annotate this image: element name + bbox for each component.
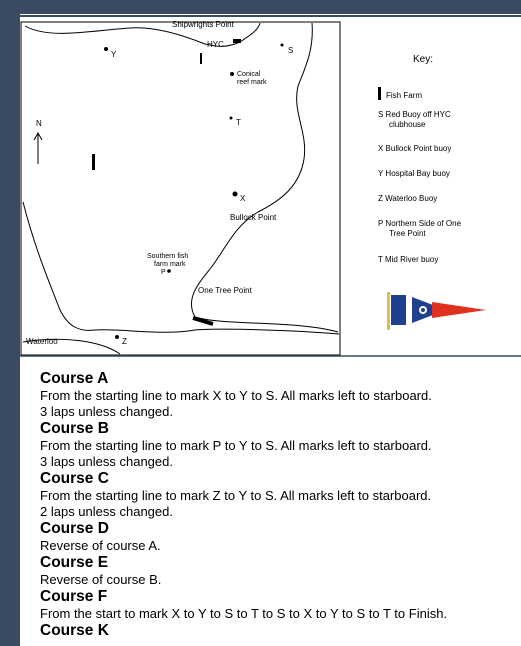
course-description: Reverse of course B. [40, 572, 162, 587]
mark-x-label: X [240, 194, 246, 203]
mark-t-dot [230, 117, 233, 120]
course-description: From the starting line to mark P to Y to S. All marks left to starboard. [40, 438, 432, 453]
mark-y-label: Y [111, 50, 117, 59]
course-block [40, 520, 520, 554]
key-fish-farm: Fish Farm [386, 91, 422, 100]
club-burgee-icon [387, 292, 486, 330]
north-label: N [36, 119, 42, 128]
course-map [20, 14, 521, 357]
page-sheet [20, 14, 521, 646]
label-southern-fish-farm: farm mark [154, 261, 186, 268]
map-frame [21, 22, 340, 355]
key-z: Z Waterloo Buoy [378, 194, 438, 203]
course-block [40, 554, 520, 588]
key-s: clubhouse [389, 120, 426, 129]
course-title: Course C [40, 470, 109, 487]
fish-farm-icon [200, 53, 202, 64]
course-description: 3 laps unless changed. [40, 404, 173, 419]
label-one-tree-point: One Tree Point [198, 286, 252, 295]
course-block [40, 370, 520, 420]
mark-z-label: Z [122, 337, 127, 346]
course-title: Course F [40, 588, 108, 605]
mark-y-dot [104, 47, 108, 51]
mark-p-dot [167, 269, 171, 273]
label-conical-reef: Conical [237, 71, 261, 78]
key-p: Tree Point [389, 229, 426, 238]
key-fish-farm-icon [378, 87, 381, 100]
mark-t-label: T [236, 118, 241, 127]
course-title: Course B [40, 420, 109, 437]
mark-s-dot [281, 44, 284, 47]
course-description: 2 laps unless changed. [40, 504, 173, 519]
label-waterloo: Waterloo [26, 337, 58, 346]
key-y: Y Hospital Bay buoy [378, 169, 450, 178]
course-description: Reverse of course A. [40, 538, 161, 553]
course-block [40, 622, 520, 640]
key-title: Key: [413, 54, 434, 65]
course-block [40, 588, 520, 622]
course-list [40, 370, 520, 640]
conical-reef-mark-dot [230, 72, 234, 76]
mark-p-label: P [161, 269, 166, 276]
course-block [40, 420, 520, 470]
mark-z-dot [115, 335, 119, 339]
label-southern-fish-farm: Southern fish [147, 253, 189, 260]
course-description: From the start to mark X to Y to S to T to S to X to Y to S to T to Finish. [40, 606, 448, 621]
label-conical-reef: reef mark [237, 79, 267, 86]
course-title: Course K [40, 622, 109, 639]
course-title: Course E [40, 554, 109, 571]
course-title: Course A [40, 370, 109, 387]
mark-s-label: S [288, 46, 294, 55]
mark-x-dot [233, 192, 238, 197]
label-hyc: HYC [207, 40, 224, 49]
course-title: Course D [40, 520, 109, 537]
label-bullock-point: Bullock Point [230, 213, 277, 222]
course-description: 3 laps unless changed. [40, 454, 173, 469]
key-p: P Northern Side of One [378, 219, 462, 228]
key-s: S Red Buoy off HYC [378, 110, 451, 119]
course-description: From the starting line to mark Z to Y to S. All marks left to starboard. [40, 488, 432, 503]
course-block [40, 470, 520, 520]
west-shore [23, 202, 339, 334]
label-shipwrights-point: Shipwrights Point [172, 20, 234, 29]
fish-farm-icon [92, 154, 95, 170]
key-x: X Bullock Point buoy [378, 144, 452, 153]
course-description: From the starting line to mark X to Y to S. All marks left to starboard. [40, 388, 432, 403]
key-t: T Mid River buoy [378, 255, 439, 264]
fish-farm-icon [233, 39, 241, 43]
